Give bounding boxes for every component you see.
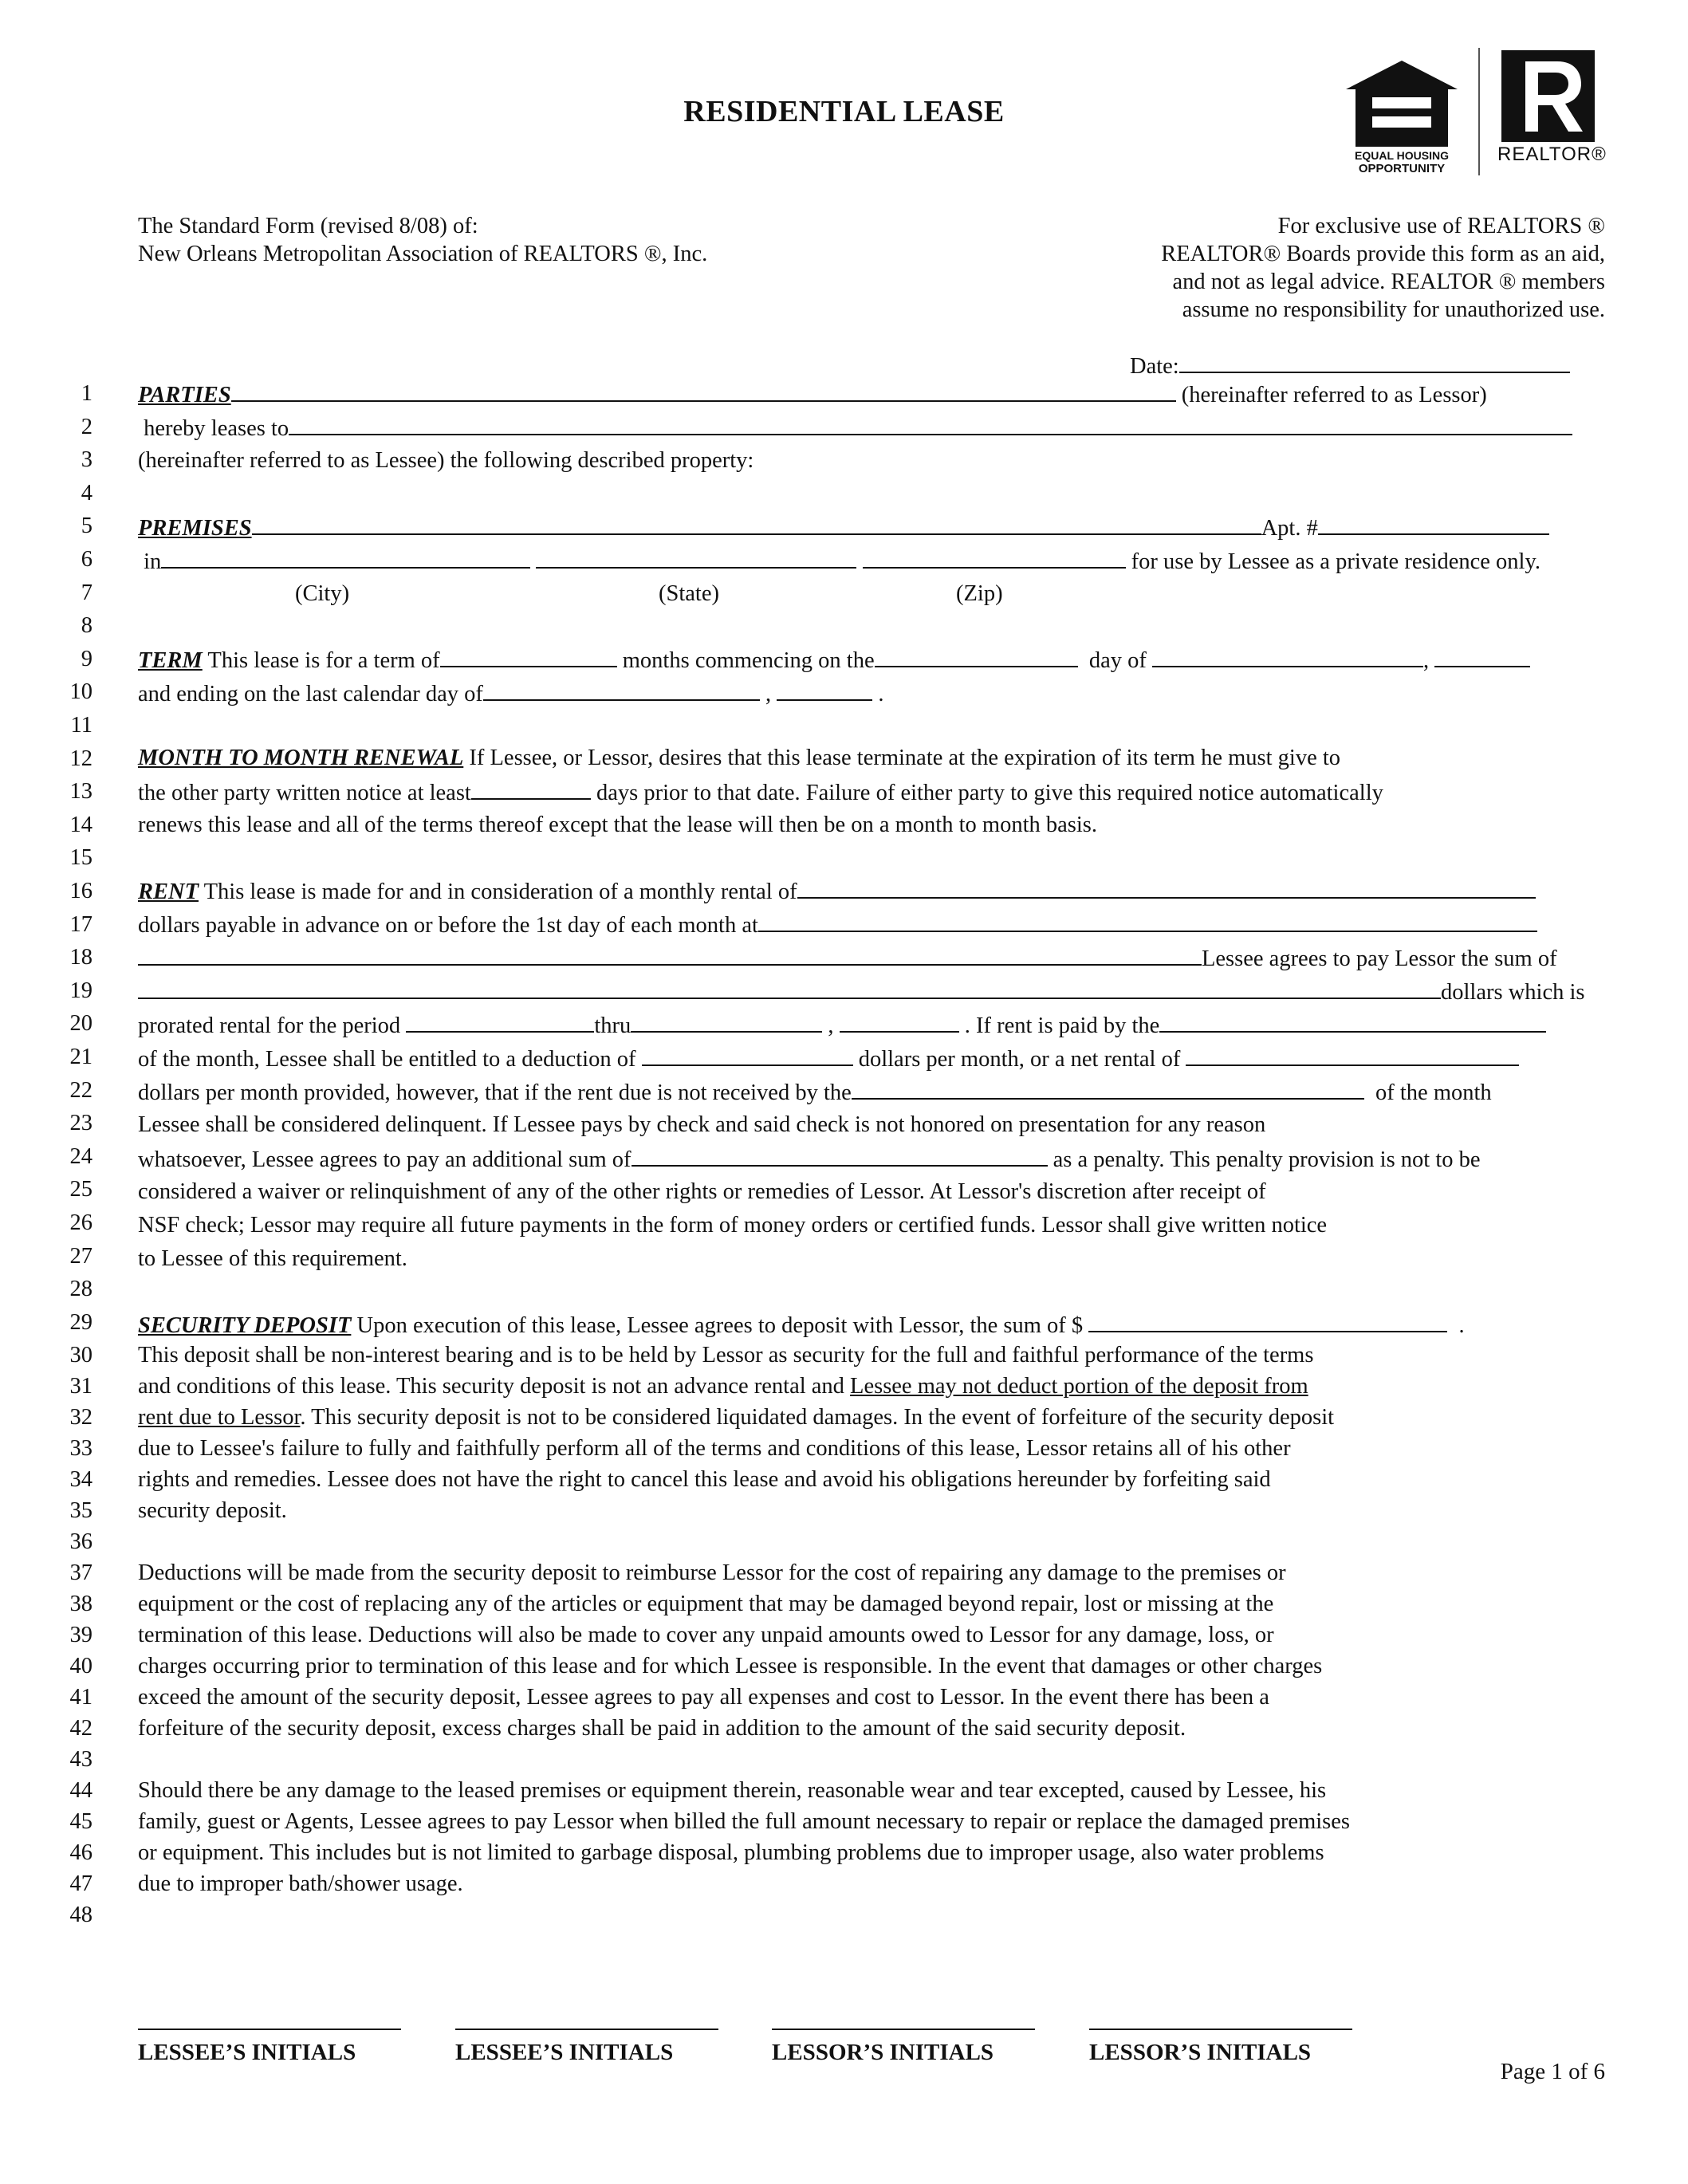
line-number: 9 xyxy=(81,646,92,671)
rent-text-24b: as a penalty. This penalty provision is not to be xyxy=(1053,1147,1481,1172)
lessor-initials-label-2: LESSOR’S INITIALS xyxy=(1089,2040,1312,2065)
line-number: 37 xyxy=(69,1560,92,1585)
damage-line-46: or equipment. This includes but is not limited to garbage disposal, plumbing problems due to improper usage, also water problems xyxy=(138,1840,1324,1865)
line-number: 43 xyxy=(69,1747,92,1772)
state-caption: (State) xyxy=(659,581,719,606)
residence-use-text: for use by Lessee as a private residence only. xyxy=(1131,549,1540,574)
line-number: 30 xyxy=(69,1343,92,1367)
leases-to-label: hereby leases to xyxy=(144,416,289,441)
line-number: 1 xyxy=(81,381,92,406)
premises-address-field[interactable] xyxy=(252,514,1261,535)
date-field[interactable] xyxy=(1179,352,1570,373)
page-number: Page 1 of 6 xyxy=(1500,2059,1605,2084)
lessor-initials-label-1: LESSOR’S INITIALS xyxy=(772,2040,994,2065)
commencing-month-field[interactable] xyxy=(1152,647,1423,667)
lessee-initials-label-1: LESSEE’S INITIALS xyxy=(138,2040,356,2065)
deposit-line-34: rights and remedies. Lessee does not have the right to cancel this lease and avoid his obligations hereunder by forfeiting said xyxy=(138,1467,1271,1492)
prorated-sum-field[interactable] xyxy=(138,978,1441,999)
zip-caption: (Zip) xyxy=(956,581,1003,606)
rent-text-20b: thru xyxy=(594,1013,632,1038)
line-number: 29 xyxy=(69,1309,92,1335)
line-number: 17 xyxy=(69,911,92,937)
term-text-2: months commencing on the xyxy=(622,648,875,673)
renewal-line-14: renews this lease and all of the terms thereof except that the lease will then be on a month to month basis. xyxy=(138,813,1097,837)
rent-text-18: Lessee agrees to pay Lessor the sum of xyxy=(1202,946,1557,971)
deductions-line-41: exceed the amount of the security deposit, Lessee agrees to pay all expenses and cost to Lessor. In the event there has been a xyxy=(138,1685,1269,1710)
deposit-text-29a: Upon execution of this lease, Lessee agrees to deposit with Lessor, the sum of $ xyxy=(356,1313,1084,1338)
eho-text-line-2: OPPORTUNITY xyxy=(1358,162,1446,173)
renewal-text-12: If Lessee, or Lessor, desires that this lease terminate at the expiration of its term he must give to xyxy=(469,746,1341,770)
line-number: 2 xyxy=(81,414,92,439)
rent-line-18 xyxy=(138,945,1603,972)
renewal-heading: MONTH TO MONTH RENEWAL xyxy=(138,746,464,770)
header-form-source xyxy=(138,212,707,268)
deposit-line-33: due to Lessee's failure to fully and faithfully perform all of the terms and conditions of this lease, Lessor retains all of his other xyxy=(138,1436,1291,1461)
line-number: 14 xyxy=(69,812,92,837)
term-period: . xyxy=(878,682,884,706)
security-deposit-amount-field[interactable] xyxy=(1088,1312,1447,1332)
line-number: 33 xyxy=(69,1436,92,1461)
line-number: 21 xyxy=(69,1045,92,1069)
line-number: 44 xyxy=(69,1778,92,1803)
parties-line-1 xyxy=(138,381,1603,408)
line-number: 8 xyxy=(81,613,92,639)
deductions-line-38: equipment or the cost of replacing any of the articles or equipment that may be damaged beyond repair, lost or missing at the xyxy=(138,1592,1274,1616)
line-number: 35 xyxy=(69,1498,92,1523)
term-comma: , xyxy=(1422,648,1430,673)
lessor-reference: (hereinafter referred to as Lessor) xyxy=(1181,383,1487,407)
prorated-period-end-field[interactable] xyxy=(631,1012,822,1033)
deductions-line-40: charges occurring prior to termination of this lease and for which Lessee is responsible. In the event that damages or other charges xyxy=(138,1654,1323,1678)
line-number: 27 xyxy=(69,1243,92,1269)
ending-year-field[interactable] xyxy=(777,680,872,701)
line-number: 10 xyxy=(69,679,92,705)
line-number: 47 xyxy=(69,1871,92,1896)
deduction-amount-field[interactable] xyxy=(642,1045,853,1066)
line-number: 22 xyxy=(69,1077,92,1103)
line-number: 38 xyxy=(69,1592,92,1616)
line-number: 18 xyxy=(69,945,92,970)
commencing-day-field[interactable] xyxy=(875,647,1078,667)
line-number: 42 xyxy=(69,1716,92,1741)
net-rental-field[interactable] xyxy=(1186,1045,1519,1066)
monthly-rental-field[interactable] xyxy=(797,878,1536,899)
document-title: RESIDENTIAL LEASE xyxy=(683,95,1005,128)
line-number: 45 xyxy=(69,1809,92,1834)
parties-line-2 xyxy=(138,415,1603,442)
lessor-initials-field-2[interactable] xyxy=(1089,2029,1352,2030)
rent-line-20 xyxy=(138,1012,1603,1039)
payment-location-field[interactable] xyxy=(758,911,1537,932)
parties-line-3: (hereinafter referred to as Lessee) the following described property: xyxy=(138,448,754,473)
header-left-line-2: New Orleans Metropolitan Association of REALTORS ®, Inc. xyxy=(138,242,708,266)
line-number: 46 xyxy=(69,1840,92,1865)
line-number: 32 xyxy=(69,1405,92,1430)
damage-line-45: family, guest or Agents, Lessee agrees to pay Lessor when billed the full amount necessary to repair or replace the damaged premises xyxy=(138,1809,1351,1834)
term-heading: TERM xyxy=(138,648,203,673)
rent-text-24a: whatsoever, Lessee agrees to pay an additional sum of xyxy=(138,1147,632,1172)
line-number: 19 xyxy=(69,978,92,1003)
term-text-3: day of xyxy=(1088,648,1147,673)
rent-text-21b: dollars per month, or a net rental of xyxy=(858,1047,1181,1072)
date-row xyxy=(1130,352,1570,380)
term-months-field[interactable] xyxy=(440,647,617,667)
line-number: 11 xyxy=(70,713,92,738)
rent-text-17: dollars payable in advance on or before the 1st day of each month at xyxy=(138,913,758,938)
line-number: 41 xyxy=(69,1685,92,1710)
line-number: 12 xyxy=(69,746,92,771)
deposit-period: . xyxy=(1458,1313,1465,1338)
line-number: 26 xyxy=(69,1210,92,1235)
rent-line-24 xyxy=(138,1146,1603,1173)
rent-heading: RENT xyxy=(138,880,199,904)
term-line-10 xyxy=(138,680,1603,707)
rent-line-22 xyxy=(138,1079,1603,1106)
deductions-line-39: termination of this lease. Deductions will also be made to cover any unpaid amounts owed to Lessor for any damage, loss, or xyxy=(138,1623,1274,1647)
deductions-line-42: forfeiture of the security deposit, excess charges shall be paid in addition to the amount of the said security deposit. xyxy=(138,1716,1186,1741)
lessee-initials-label-2: LESSEE’S INITIALS xyxy=(455,2040,674,2065)
early-payment-day-field[interactable] xyxy=(1159,1012,1546,1033)
rent-text-20d: . If rent is paid by the xyxy=(964,1013,1160,1038)
header-disclaimer xyxy=(1161,212,1605,324)
rent-text-20a: prorated rental for the period xyxy=(138,1013,401,1038)
prorated-period-start-field[interactable] xyxy=(406,1012,594,1033)
nsf-penalty-field[interactable] xyxy=(632,1146,1048,1167)
renewal-text-13b: days prior to that date. Failure of either party to give this required notice automatically xyxy=(596,781,1383,805)
rent-line-21 xyxy=(138,1045,1603,1072)
term-text-5: and ending on the last calendar day of xyxy=(138,682,483,706)
deposit-text-31a: and conditions of this lease. This security deposit is not an advance rental and xyxy=(138,1374,851,1399)
renewal-line-13 xyxy=(138,779,1603,806)
line-number: 28 xyxy=(69,1277,92,1302)
damage-line-47: due to improper bath/shower usage. xyxy=(138,1871,463,1896)
header-left-line-1: The Standard Form (revised 8/08) of: xyxy=(138,214,478,238)
line-number: 3 xyxy=(81,447,92,473)
term-text-1: This lease is for a term of xyxy=(207,648,440,673)
lessor-name-field[interactable] xyxy=(231,381,1176,402)
line-number: 39 xyxy=(69,1623,92,1647)
line-number: 24 xyxy=(69,1143,92,1169)
deposit-line-29 xyxy=(138,1312,1603,1339)
security-deposit-heading: SECURITY DEPOSIT xyxy=(138,1313,352,1338)
premises-line-5 xyxy=(138,514,1603,541)
line-number: 23 xyxy=(69,1111,92,1136)
line-number: 6 xyxy=(81,547,92,572)
line-number: 40 xyxy=(69,1654,92,1678)
zip-field[interactable] xyxy=(863,548,1126,569)
premises-line-6 xyxy=(138,548,1603,575)
commencing-year-field[interactable] xyxy=(1434,647,1530,667)
rent-text-21a: of the month, Lessee shall be entitled to a deduction of xyxy=(138,1047,636,1072)
line-number: 20 xyxy=(69,1011,92,1037)
line-number: 7 xyxy=(81,580,92,605)
ending-month-field[interactable] xyxy=(483,680,760,701)
line-number: 16 xyxy=(69,879,92,903)
rent-line-26: NSF check; Lessor may require all future payments in the form of money orders or certified funds. Lessor shall give written notice xyxy=(138,1213,1328,1238)
deductions-line-37: Deductions will be made from the security deposit to reimburse Lessor for the cost of repairing any damage to the premises or xyxy=(138,1560,1286,1585)
lessor-initials-field-1[interactable] xyxy=(772,2029,1035,2030)
rent-line-17 xyxy=(138,911,1603,939)
delinquency-day-field[interactable] xyxy=(852,1079,1364,1100)
date-label: Date: xyxy=(1130,354,1179,379)
header-right-line-3: and not as legal advice. REALTOR ® members xyxy=(1172,270,1605,294)
rent-line-19 xyxy=(138,978,1603,1005)
lessee-name-field[interactable] xyxy=(289,415,1572,435)
term-line-9 xyxy=(138,647,1603,674)
line-number: 34 xyxy=(69,1467,92,1492)
renewal-text-13a: the other party written notice at least xyxy=(138,781,471,805)
deposit-line-30: This deposit shall be non-interest bearing and is to be held by Lessor as security for the full and faithful performance of the terms xyxy=(138,1343,1314,1367)
rent-line-25: considered a waiver or relinquishment of any of the other rights or remedies of Lessor. At Lessor's discretion after receipt of xyxy=(138,1179,1266,1204)
line-number: 48 xyxy=(69,1903,92,1927)
payment-location-field-2[interactable] xyxy=(138,945,1202,966)
header-right-line-4: assume no responsibility for unauthorized use. xyxy=(1182,297,1605,322)
line-number: 13 xyxy=(69,779,92,805)
rent-text-22a: dollars per month provided, however, that if the rent due is not received by the xyxy=(138,1080,852,1105)
line-number: 31 xyxy=(69,1374,92,1399)
premises-heading: PREMISES xyxy=(138,516,252,541)
deposit-text-32a-underlined: rent due to Lessor xyxy=(138,1405,301,1430)
rent-line-27: to Lessee of this requirement. xyxy=(138,1246,407,1271)
city-caption: (City) xyxy=(295,581,350,606)
deposit-line-31 xyxy=(138,1374,1603,1399)
notice-days-field[interactable] xyxy=(471,779,591,800)
renewal-line-12 xyxy=(138,746,1603,771)
deposit-text-31b-underlined: Lessee may not deduct portion of the deposit from xyxy=(850,1374,1308,1399)
rent-text-19: dollars which is xyxy=(1441,980,1585,1005)
rent-line-16 xyxy=(138,878,1603,905)
deposit-text-32b: . This security deposit is not to be considered liquidated damages. In the event of forfeiture of the security deposit xyxy=(300,1405,1335,1430)
line-number: 15 xyxy=(69,845,92,871)
prorated-year-field[interactable] xyxy=(840,1012,959,1033)
in-label: in xyxy=(144,549,162,574)
apt-label: Apt. # xyxy=(1261,516,1318,541)
header-right-line-2: REALTOR® Boards provide this form as an aid, xyxy=(1161,242,1605,266)
state-field[interactable] xyxy=(536,548,856,569)
rent-line-23: Lessee shall be considered delinquent. If Lessee pays by check and said check is not honored on presentation for any reason xyxy=(138,1112,1266,1137)
lessee-initials-field-1[interactable] xyxy=(138,2029,401,2030)
line-number: 25 xyxy=(69,1177,92,1202)
lessee-initials-field-2[interactable] xyxy=(455,2029,718,2030)
parties-heading: PARTIES xyxy=(138,383,231,407)
header-right-line-1: For exclusive use of REALTORS ® xyxy=(1277,214,1605,238)
deposit-line-35: security deposit. xyxy=(138,1498,287,1523)
apt-number-field[interactable] xyxy=(1318,514,1549,535)
rent-text-16: This lease is made for and in consideration of a monthly rental of xyxy=(203,880,797,904)
line-number: 36 xyxy=(69,1529,92,1554)
rent-text-22b: of the month xyxy=(1375,1080,1492,1105)
realtor-wordmark: REALTOR® xyxy=(1497,144,1607,165)
city-field[interactable] xyxy=(161,548,530,569)
line-number: 5 xyxy=(81,514,92,539)
line-number: 4 xyxy=(81,480,92,506)
deposit-line-32 xyxy=(138,1405,1603,1430)
eho-text-line-1: EQUAL HOUSING xyxy=(1355,149,1449,162)
term-comma-2: , xyxy=(765,682,772,706)
rent-comma-20: , xyxy=(828,1013,834,1038)
damage-line-44: Should there be any damage to the leased premises or equipment therein, reasonable wear and tear excepted, caused by Lessee, his xyxy=(138,1778,1327,1803)
